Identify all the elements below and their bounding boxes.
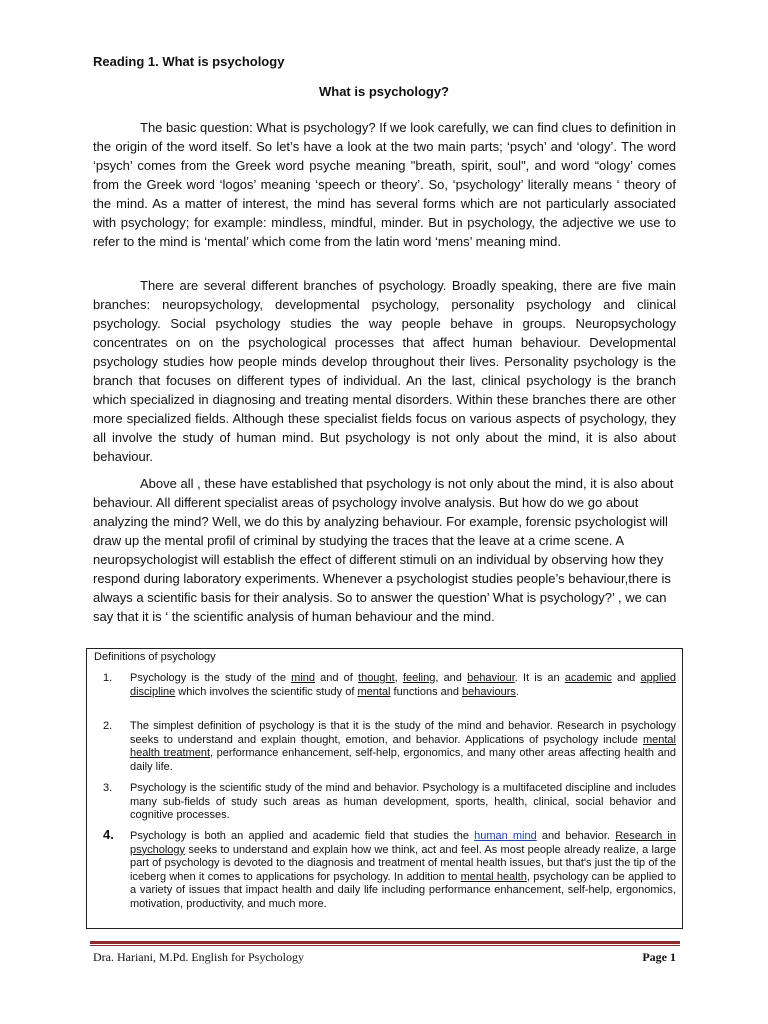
underlined-term: human mind [474,830,537,842]
definition-segment: seeks to understand and explain how we think, act and feel. As most people already realize, a large part of psychology is devoted to the diagnosis and treatment of mental health issues, but that's just the tip of the iceberg when it comes to applications for psychology. In addition to [130,843,676,883]
reading-title: Reading 1. What is psychology [93,54,285,69]
footer-page-number: Page 1 [642,950,676,964]
definition-segment: , [394,672,403,684]
underlined-term: applied discipline [130,672,676,698]
definition-segment: , psychology can be applied to a variety of issues that impact health and daily life including performance enhancement, self-help, ergonomics, motivation, productivity, and much more. [130,870,676,910]
definition-segment: . [515,685,519,698]
document-title: What is psychology? [318,84,449,99]
definition-segment: The simplest definition of psychology is that it is the study of the mind and behavior. Research in psychology seeks to understand and explain thought, emotion, and behavior. Applications of psychology include [130,720,676,746]
paragraph-2: There are several different branches of psychology. Broadly speaking, there are five main branches: neuropsychology, developmental psychology, personality psychology and clinical psychology. Social psychology studies the way people behave in groups. Neuropsychology concentrates on on the psychological processes that affect human behaviour. Developmental psychology studies how people minds develop throughout their lives. Personality psychology is the branch that focuses on different types of individual. An the last, clinical psychology is the branch which specialized in diagnosing and treating mental disorders. Within these branches there are other more specialized fields. Although these specialist fields focus on various aspects of psychology, they all involve the study of human mind. But psychology is not only about the mind, it is also about behaviour. [93,278,676,464]
definition-segment: and [611,672,641,684]
underlined-term: mental health [460,870,527,883]
underlined-term: Research in psychology [130,830,676,856]
definition-number: 2. [103,720,113,732]
footer-rule-thick [90,941,680,944]
definition-segment: and behavior. [536,830,616,842]
definition-number: 4. [103,827,114,842]
underlined-term: thought [358,672,395,684]
definition-segment: which involves the scientific study of [175,685,358,698]
definition-segment: Psychology is the study of the [130,672,292,684]
definition-segment: Psychology is the scientific study of the mind and behavior. Psychology is a multifaceted discipline and includes many sub-fields of study such areas as human development, sports, health, clinical, social behavior and cognitive processes. [130,782,676,822]
definition-segment: , and [435,672,468,684]
underlined-term: mind [291,672,316,684]
footer-rule-thin [90,945,680,946]
definition-number: 1. [103,672,113,684]
definitions-heading: Definitions of psychology [94,651,216,663]
definition-segment: , performance enhancement, self-help, ergonomics, and many other areas affecting health and daily life. [130,747,676,773]
definition-text [130,782,676,823]
definition-text [130,720,676,774]
underlined-term: mental [357,685,391,698]
definition-text [130,672,676,699]
underlined-term: academic [564,672,612,684]
definition-segment: Psychology is both an applied and academic field that studies the [130,830,475,842]
definition-number: 3. [103,782,113,794]
definition-text [130,830,676,912]
footer-author: Dra. Hariani, M.Pd. English for Psychology [93,950,304,964]
underlined-term: behaviour [467,672,515,684]
definitions-box [86,648,683,929]
definition-segment: and of [315,672,359,684]
paragraph-1: The basic question: What is psychology? If we look carefully, we can find clues to definition in the origin of the word itself. So let’s have a look at the two main parts; ‘psych’ and ‘ology’. The word ‘psych’ comes from the Greek word psyche meaning "breath, spirit, soul", and word “ology’ comes from the Greek word ‘logos’ meaning ‘speech or theory’. So, ‘psychology’ literally means ‘ theory of the mind. As a matter of interest, the mind has several forms which are not particularly associated with psychology; for example: mindless, mindful, minder. But in psychology, the adjective we use to refer to the mind is ‘mental’ which come from the latin word ‘mens’ meaning mind. [93,120,676,249]
underlined-term: feeling [402,672,436,684]
underlined-term: behaviours [462,685,516,698]
paragraph-3: Above all , these have established that psychology is not only about the mind, it is also about behaviour. All different specialist areas of psychology involve analysis. But how do we go about analyzing the mind? Well, we do this by analyzing behaviour. For example, forensic psychologist will draw up the mental profil of criminal by studying the traces that the leave at a crime scene. A neuropsychologist will establish the effect of different stimuli on an individual by observing how they respond during laboratory experiments. Whenever a psychologist studies people’s behaviour,there is always a scientific basis for their analysis. So to answer the question’ What is psychology?’ , we can say that it is ‘ the scientific analysis of human behaviour and the mind. [93,476,674,624]
underlined-term: mental health treatment [130,733,676,760]
definition-segment: functions and [390,685,463,698]
definition-segment: . It is an [514,672,565,684]
